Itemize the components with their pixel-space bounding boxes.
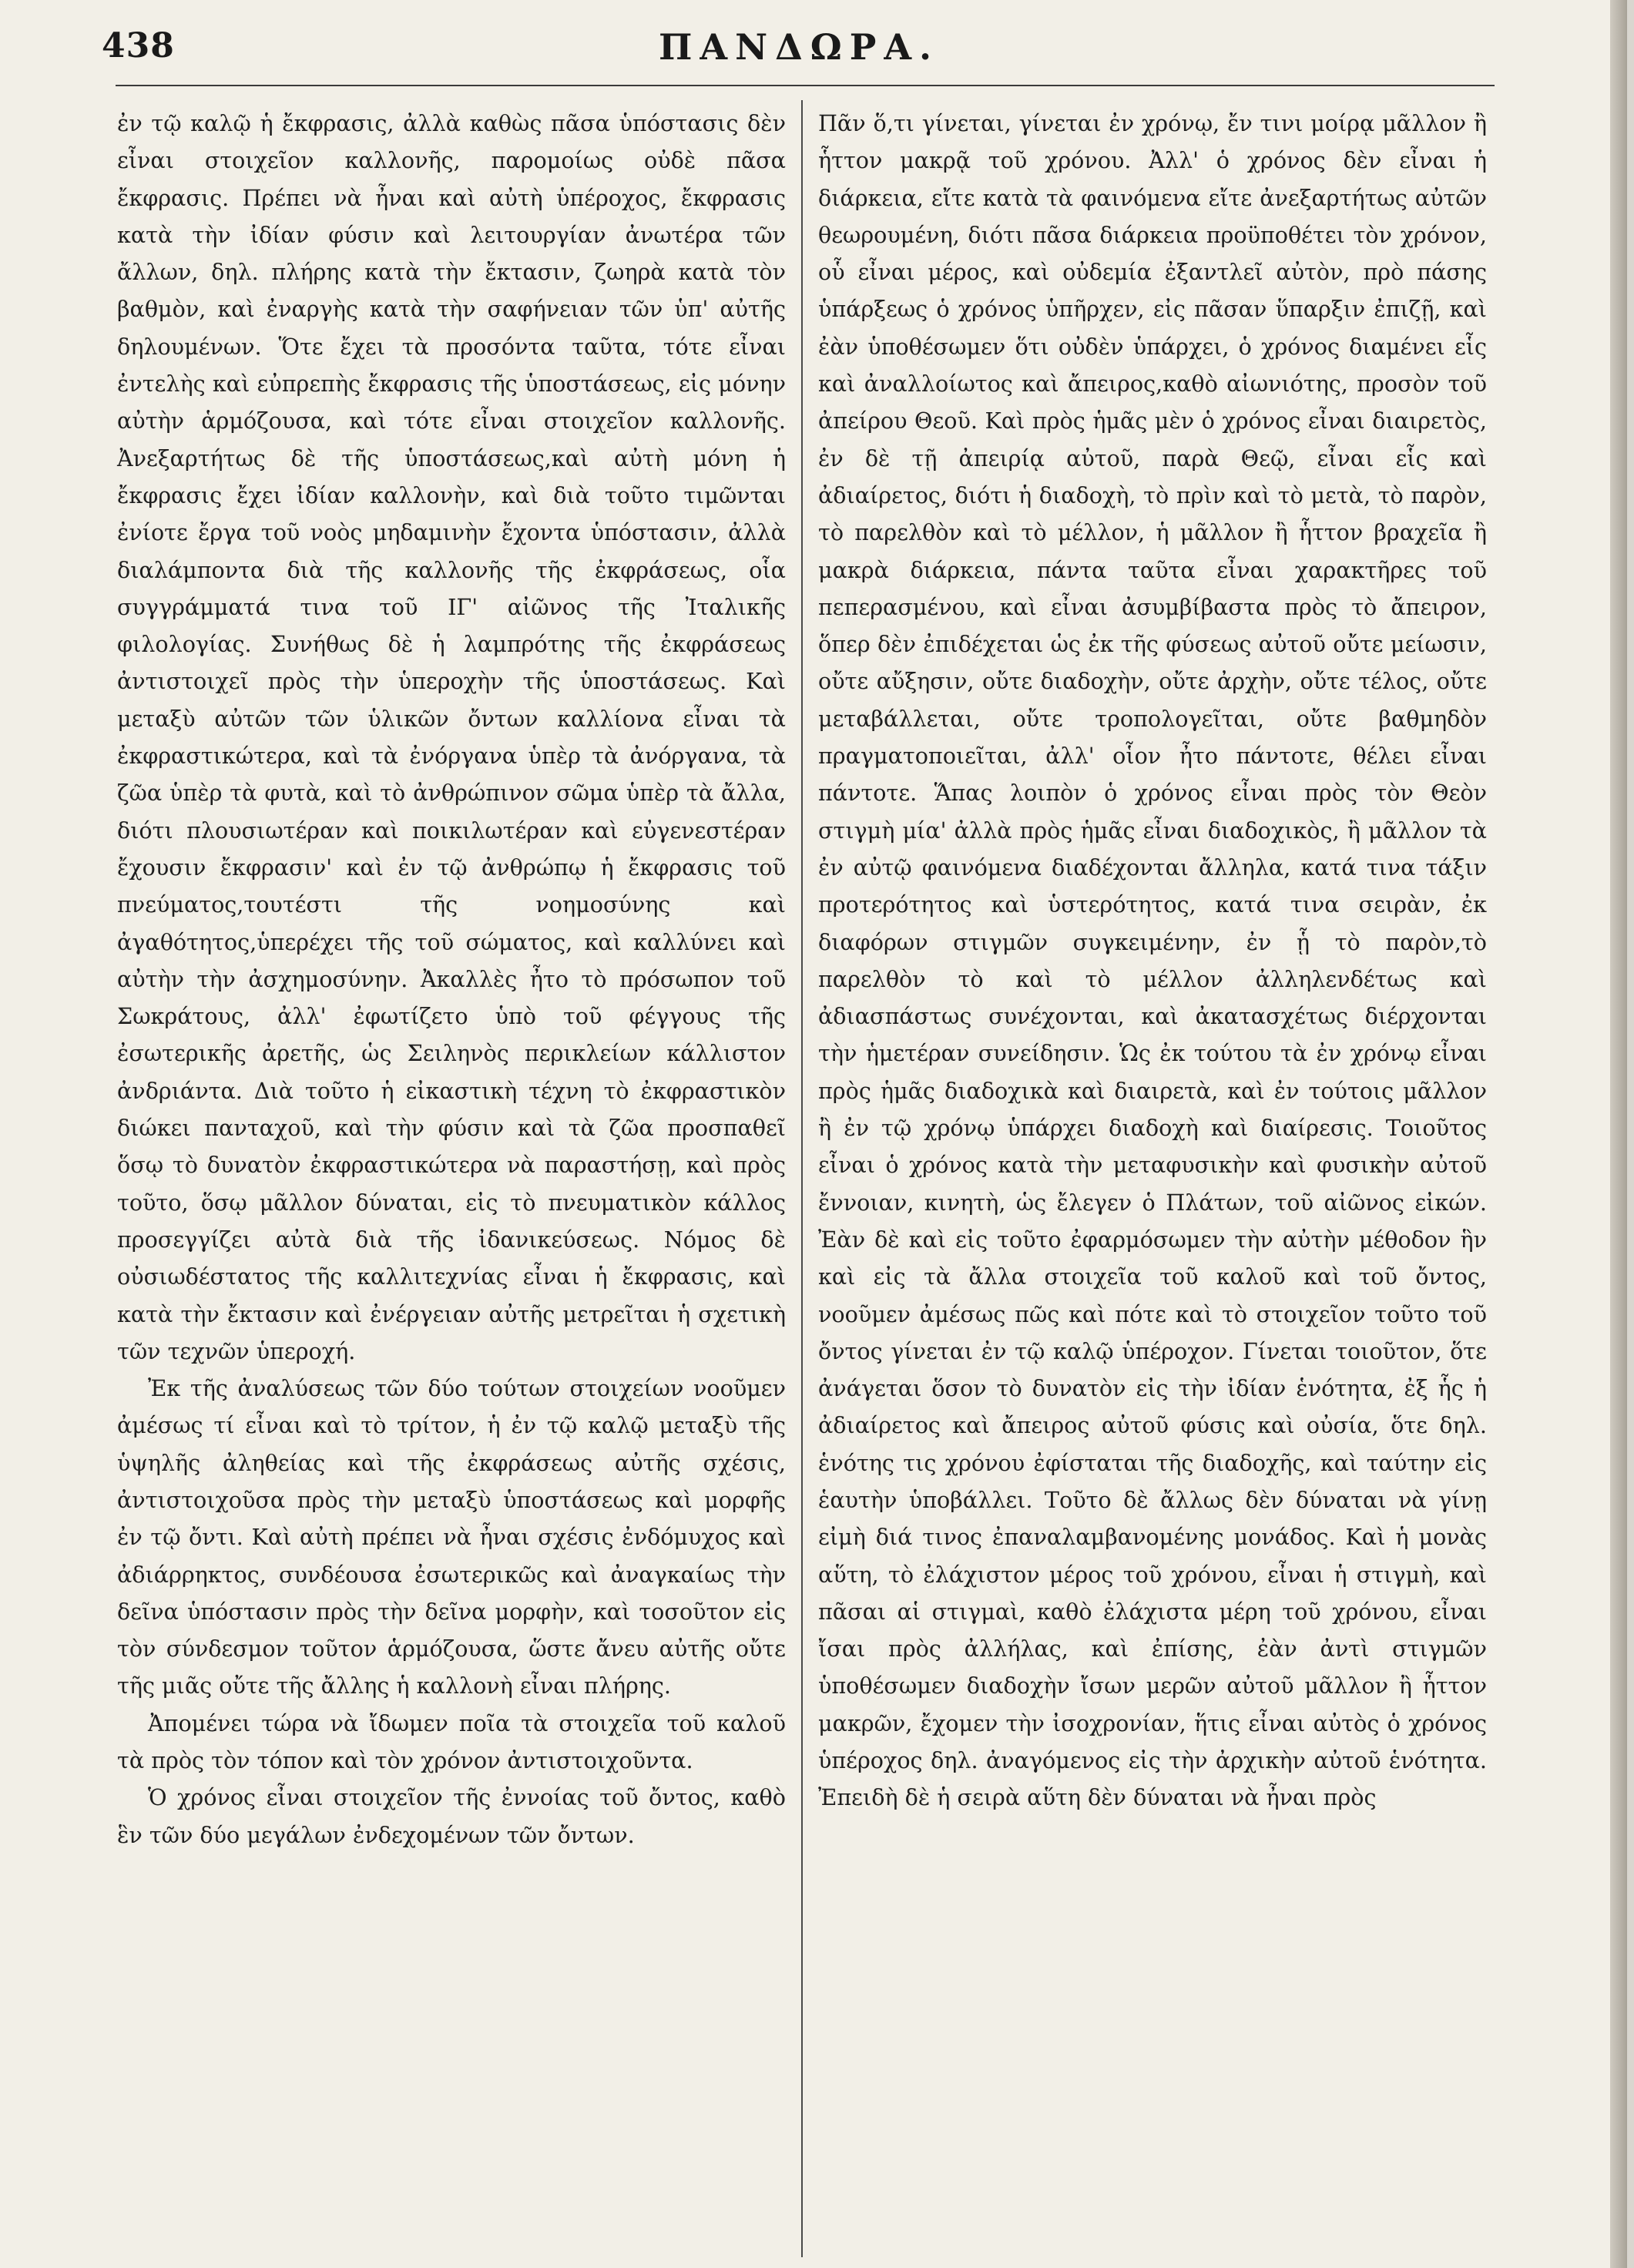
- paragraph: ἐν τῷ καλῷ ἡ ἔκφρασις, ἀλλὰ καθὼς πᾶσα ὑπόστασις δὲν εἶναι στοιχεῖον καλλονῆς, παρομοίως οὐδὲ πᾶσα ἔκφρασις. Πρέπει νὰ ἦναι καὶ αὐτὴ ὑπέροχος, ἔκφρασις κατὰ τὴν ἰδίαν φύσιν καὶ λειτουργίαν ἀνωτέρα τῶν ἄλλων, δηλ. πλήρης κατὰ τὴν ἔκτασιν, ζωηρὰ κατὰ τὸν βαθμὸν, καὶ ἐναργὴς κατὰ τὴν σαφήνειαν τῶν ὑπ' αὐτῆς δηλουμένων. Ὅτε ἔχει τὰ προσόντα ταῦτα, τότε εἶναι ἐντελὴς καὶ εὐπρεπὴς ἔκφρασις τῆς ὑποστάσεως, εἰς μόνην αὐτὴν ἁρμόζουσα, καὶ τότε εἶναι στοιχεῖον καλλονῆς. Ἀνεξαρτήτως δὲ τῆς ὑποστάσεως,καὶ αὐτὴ μόνη ἡ ἔκφρασις ἔχει ἰδίαν καλλονὴν, καὶ διὰ τοῦτο τιμῶνται ἐνίοτε ἔργα τοῦ νοὸς μηδαμινὴν ἔχοντα ὑπόστασιν, ἀλλὰ διαλάμποντα διὰ τῆς καλλονῆς τῆς ἐκφράσεως, οἷα συγγράμματά τινα τοῦ ΙΓ' αἰῶνος τῆς Ἰταλικῆς φιλολογίας. Συνήθως δὲ ἡ λαμπρότης τῆς ἐκφράσεως ἀντιστοιχεῖ πρὸς τὴν ὑπεροχὴν τῆς ὑποστάσεως. Καὶ μεταξὺ αὐτῶν τῶν ὑλικῶν ὄντων καλλίονα εἶναι τὰ ἐκφραστικώτερα, καὶ τὰ ἐνόργανα ὑπὲρ τὰ ἀνόργανα, τὰ ζῶα ὑπὲρ τὰ φυτὰ, καὶ τὸ ἀνθρώπινον σῶμα ὑπὲρ τὰ ἄλλα, διότι πλουσιωτέραν καὶ ποικιλωτέραν καὶ εὐγενεστέραν ἔχουσιν ἔκφρασιν' καὶ ἐν τῷ ἀνθρώπῳ ἡ ἔκφρασις τοῦ πνεύματος,τουτέστι τῆς νοημοσύνης καὶ ἀγαθότητος,ὑπερέχει τῆς τοῦ σώματος, καὶ καλλύνει καὶ αὐτὴν τὴν ἀσχημοσύνην. Ἀκαλλὲς ἦτο τὸ πρόσωπον τοῦ Σωκράτους, ἀλλ' ἐφωτίζετο ὑπὸ τοῦ φέγγους τῆς ἐσωτερικῆς ἀρετῆς, ὡς Σειληνὸς περικλείων κάλλιστον ἀνδριάντα. Διὰ τοῦτο ἡ εἰκαστικὴ τέχνη τὸ ἐκφραστικὸν διώκει πανταχοῦ, καὶ τὴν φύσιν καὶ τὰ ζῶα προσπαθεῖ ὅσῳ τὸ δυνατὸν ἐκφραστικώτερα νὰ παραστήσῃ, καὶ πρὸς τοῦτο, ὅσῳ μᾶλλον δύναται, εἰς τὸ πνευματικὸν κάλλος προσεγγίζει αὐτὰ διὰ τῆς ἰδανικεύσεως. Νόμος δὲ οὐσιωδέστατος τῆς καλλιτεχνίας εἶναι ἡ ἔκφρασις, καὶ κατὰ τὴν ἔκτασιν καὶ ἐνέργειαν αὐτῆς μετρεῖται ἡ σχετικὴ τῶν τεχνῶν ὑπεροχή.: [117, 110, 786, 1364]
- page-number: 438: [102, 26, 175, 65]
- paragraph: Ἀπομένει τώρα νὰ ἴδωμεν ποῖα τὰ στοιχεῖα τοῦ καλοῦ τὰ πρὸς τὸν τόπον καὶ τὸν χρόνον ἀντιστοιχοῦντα.: [117, 1709, 786, 1774]
- page-header: [102, 26, 1496, 80]
- left-column: [117, 105, 786, 1854]
- column-divider: [801, 100, 803, 2257]
- right-column: [818, 105, 1487, 1817]
- page-edge-shadow: [1610, 0, 1627, 2268]
- paragraph: Ἐκ τῆς ἀναλύσεως τῶν δύο τούτων στοιχείων νοοῦμεν ἀμέσως τί εἶναι καὶ τὸ τρίτον, ἡ ἐν τῷ καλῷ μεταξὺ τῆς ὑψηλῆς ἀληθείας καὶ τῆς ἐκφράσεως αὐτῆς σχέσις, ἀντιστοιχοῦσα πρὸς τὴν μεταξὺ ὑποστάσεως καὶ μορφῆς ἐν τῷ ὄντι. Καὶ αὐτὴ πρέπει νὰ ἦναι σχέσις ἐνδόμυχος καὶ ἀδιάρρηκτος, συνδέουσα ἐσωτερικῶς καὶ ἀναγκαίως τὴν δεῖνα ὑπόστασιν πρὸς τὴν δεῖνα μορφὴν, καὶ τοσοῦτον εἰς τὸν σύνδεσμον τοῦτον ἁρμόζουσα, ὥστε ἄνευ αὐτῆς οὔτε τῆς μιᾶς οὔτε τῆς ἄλλης ἡ καλλονὴ εἶναι πλήρης.: [117, 1375, 786, 1699]
- paragraph: Πᾶν ὅ,τι γίνεται, γίνεται ἐν χρόνῳ, ἔν τινι μοίρᾳ μᾶλλον ἢ ἧττον μακρᾷ τοῦ χρόνου. Ἀλλ' ὁ χρόνος δὲν εἶναι ἡ διάρκεια, εἴτε κατὰ τὰ φαινόμενα εἴτε ἀνεξαρτήτως αὐτῶν θεωρουμένη, διότι πᾶσα διάρκεια προϋποθέτει τὸν χρόνον, οὗ εἶναι μέρος, καὶ οὐδεμία ἐξαντλεῖ αὐτὸν, πρὸ πάσης ὑπάρξεως ὁ χρόνος ὑπῆρχεν, εἰς πᾶσαν ὕπαρξιν ἐπιζῇ, καὶ ἐὰν ὑποθέσωμεν ὅτι οὐδὲν ὑπάρχει, ὁ χρόνος διαμένει εἷς καὶ ἀναλλοίωτος καὶ ἄπειρος,καθὸ αἰωνιότης, προσὸν τοῦ ἀπείρου Θεοῦ. Καὶ πρὸς ἡμᾶς μὲν ὁ χρόνος εἶναι διαιρετὸς, ἐν δὲ τῇ ἀπειρίᾳ αὐτοῦ, παρὰ Θεῷ, εἶναι εἷς καὶ ἀδιαίρετος, διότι ἡ διαδοχὴ, τὸ πρὶν καὶ τὸ μετὰ, τὸ παρὸν, τὸ παρελθὸν καὶ τὸ μέλλον, ἡ μᾶλλον ἢ ἧττον βραχεῖα ἢ μακρὰ διάρκεια, πάντα ταῦτα εἶναι χαρακτῆρες τοῦ πεπερασμένου, καὶ εἶναι ἀσυμβίβαστα πρὸς τὸ ἄπειρον, ὅπερ δὲν ἐπιδέχεται ὡς ἐκ τῆς φύσεως αὐτοῦ οὔτε μείωσιν, οὔτε αὔξησιν, οὔτε διαδοχὴν, οὔτε ἀρχὴν, οὔτε τέλος, οὔτε μεταβάλλεται, οὔτε τροπολογεῖται, οὔτε βαθμηδὸν πραγματοποιεῖται, ἀλλ' οἷον ἦτο πάντοτε, θέλει εἶναι πάντοτε. Ἅπας λοιπὸν ὁ χρόνος εἶναι πρὸς τὸν Θεὸν στιγμὴ μία' ἀλλὰ πρὸς ἡμᾶς εἶναι διαδοχικὸς, ἢ μᾶλλον τὰ ἐν αὐτῷ φαινόμενα διαδέχονται ἄλληλα, κατά τινα τάξιν προτερότητος καὶ ὑστερότητος, κατά τινα σειρὰν, ἐκ διαφόρων στιγμῶν συγκειμένην, ἐν ᾗ τὸ παρὸν,τὸ παρελθὸν τὸ καὶ τὸ μέλλον ἀλληλενδέτως καὶ ἀδιασπάστως συνέχονται, καὶ ἀκατασχέτως διέρχονται τὴν ἡμετέραν συνείδησιν. Ὡς ἐκ τούτου τὰ ἐν χρόνῳ εἶναι πρὸς ἡμᾶς διαδοχικὰ καὶ διαιρετὰ, καὶ ἐν τούτοις μᾶλλον ἢ ἐν τῷ χρόνῳ ὑπάρχει διαδοχὴ καὶ διαίρεσις. Τοιοῦτος εἶναι ὁ χρόνος κατὰ τὴν μεταφυσικὴν καὶ φυσικὴν αὐτοῦ ἔννοιαν, κινητὴ, ὡς ἔλεγεν ὁ Πλάτων, τοῦ αἰῶνος εἰκών. Ἐὰν δὲ καὶ εἰς τοῦτο ἐφαρμόσωμεν τὴν αὐτὴν μέθοδον ἣν καὶ εἰς τὰ ἄλλα στοιχεῖα τοῦ καλοῦ καὶ τοῦ ὄντος, νοοῦμεν ἀμέσως πῶς καὶ πότε καὶ τὸ στοιχεῖον τοῦτο τοῦ ὄντος γίνεται ἐν τῷ καλῷ ὑπέροχον. Γίνεται τοιοῦτον, ὅτε ἀνάγεται ὅσον τὸ δυνατὸν εἰς τὴν ἰδίαν ἑνότητα, ἐξ ἧς ἡ ἀδιαίρετος καὶ ἄπειρος αὐτοῦ φύσις καὶ οὐσία, ὅτε δηλ. ἑνότης τις χρόνου ἐφίσταται τῆς διαδοχῆς, καὶ ταύτην εἰς ἑαυτὴν ὑποβάλλει. Τοῦτο δὲ ἄλλως δὲν δύναται νὰ γίνῃ εἰμὴ διά τινος ἐπαναλαμβανομένης μονάδος. Καὶ ἡ μονὰς αὕτη, τὸ ἐλάχιστον μέρος τοῦ χρόνου, εἶναι ἡ στιγμὴ, καὶ πᾶσαι αἱ στιγμαὶ, καθὸ ἐλάχιστα μέρη τοῦ χρόνου, εἶναι ἴσαι πρὸς ἀλλήλας, καὶ ἐπίσης, ἐὰν ἀντὶ στιγμῶν ὑποθέσωμεν διαδοχὴν ἴσων μερῶν αὐτοῦ μᾶλλον ἢ ἧττον μακρῶν, ἔχομεν τὴν ἰσοχρονίαν, ἥτις εἶναι αὐτὸς ὁ χρόνος ὑπέροχος δηλ. ἀναγόμενος εἰς τὴν ἀρχικὴν αὐτοῦ ἑνότητα. Ἐπειδὴ δὲ ἡ σειρὰ αὕτη δὲν δύναται νὰ ἦναι πρὸς: [818, 110, 1487, 1811]
- running-title: ΠΑΝΔΩΡΑ.: [658, 26, 940, 68]
- paragraph: Ὁ χρόνος εἶναι στοιχεῖον τῆς ἐννοίας τοῦ ὄντος, καθὸ ἓν τῶν δύο μεγάλων ἐνδεχομένων τῶν ὄντων.: [117, 1784, 786, 1848]
- header-rule: [116, 85, 1495, 86]
